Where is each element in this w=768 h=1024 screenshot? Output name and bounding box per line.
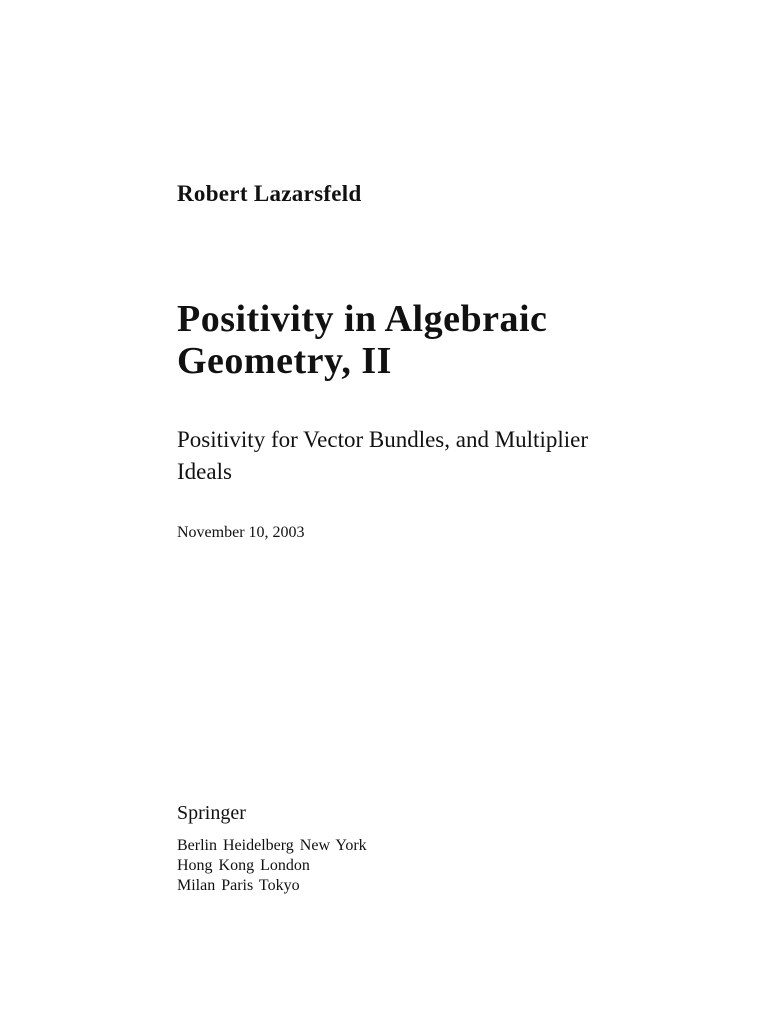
book-title-line-1: Positivity in Algebraic — [177, 298, 548, 340]
publisher-cities-line-3: Milan Paris Tokyo — [177, 877, 300, 894]
book-title — [177, 298, 737, 382]
publisher-cities-line-2: Hong Kong London — [177, 857, 310, 874]
book-subtitle-line-2: Ideals — [177, 459, 232, 484]
book-subtitle — [177, 424, 737, 488]
publisher-cities — [177, 836, 367, 896]
publisher-cities-line-1: Berlin Heidelberg New York — [177, 837, 367, 854]
publication-date: November 10, 2003 — [177, 524, 305, 541]
book-subtitle-line-1: Positivity for Vector Bundles, and Multiplier — [177, 427, 588, 452]
author-name: Robert Lazarsfeld — [177, 181, 362, 206]
publisher-name: Springer — [177, 802, 246, 824]
book-title-line-2: Geometry, II — [177, 340, 392, 382]
